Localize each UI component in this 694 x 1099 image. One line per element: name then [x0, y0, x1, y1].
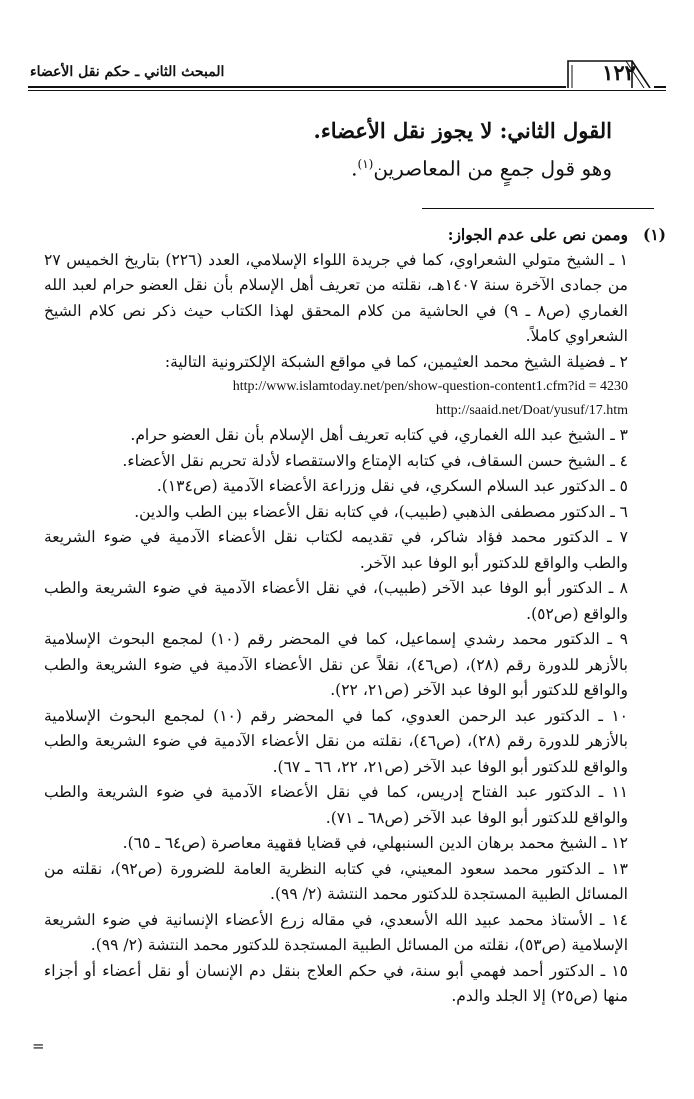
footnote-marker: (١) — [642, 225, 666, 244]
footnote-item-4: ٤ ـ الشيخ حسن السقاف، في كتابه الإمتاع والاستقصاء لأدلة تحريم نقل الأعضاء. — [122, 451, 628, 470]
section-heading: القول الثاني: لا يجوز نقل الأعضاء. — [313, 118, 612, 143]
continuation-mark: = — [32, 1037, 45, 1055]
main-paragraph-end: . — [351, 156, 358, 181]
main-paragraph-text: وهو قول جمعٍ من المعاصرين — [373, 156, 612, 181]
main-paragraph — [40, 148, 612, 185]
footnote-item-2: ٢ ـ فضيلة الشيخ محمد العثيمين، كما في مواقع الشبكة الإلكترونية التالية: — [164, 352, 628, 371]
footnote-url-1[interactable]: http://www.islamtoday.net/pen/show-question-content1.cfm?id = 4230 — [232, 379, 628, 394]
footnote-heading: وممن نص على عدم الجواز: — [447, 225, 628, 244]
footnote-item-13: ١٣ ـ الدكتور محمد سعود المعيني، في كتابه النظرية العامة للضرورة (ص٩٢)، نقلته من المسائل الطبية المستجدة للدكتور محمد النتشة (٢/ ٩٩). — [44, 859, 629, 903]
footnote-item-5: ٥ ـ الدكتور عبد السلام السكري، في نقل وزراعة الأعضاء الآدمية (ص١٣٤). — [156, 477, 628, 495]
footnote-item-6: ٦ ـ الدكتور مصطفى الذهبي (طبيب)، في كتابه نقل الأعضاء بين الطب والدين. — [134, 502, 628, 521]
footnote-separator — [422, 208, 654, 209]
footnote-item-9: ٩ ـ الدكتور محمد رشدي إسماعيل، كما في المحضر رقم (١٠) لمجمع البحوث الإسلامية بالأزهر للدورة رقم (٢٨)، (ص٤٦)، نقلاً عن نقل الأعضاء الآدمية في ضوء الشريعة والطب والواقع للدكتور أبو الوفا عبد الآخر (ص٢١، ٢٢). — [44, 630, 628, 699]
footnote-heading-row — [44, 222, 666, 248]
running-title: المبحث الثاني ـ حكم نقل الأعضاء — [30, 64, 225, 80]
page-number-frame — [566, 58, 654, 88]
footnote-item-10: ١٠ ـ الدكتور عبد الرحمن العدوي، كما في المحضر رقم (١٠) لمجمع البحوث الإسلامية بالأزهر للدورة رقم (٢٨)، (ص٤٦)، نقلته من نقل الأعضاء الآدمية في ضوء الشريعة والطب والواقع للدكتور أبو الوفا عبد الآخر (ص٢١، ٢٢، ٦٦ ـ ٦٧). — [44, 706, 628, 776]
footnote-item-12: ١٢ ـ الشيخ محمد برهان الدين السنبهلي، في قضايا فقهية معاصرة (ص٦٤ ـ ٦٥). — [122, 834, 628, 852]
footnotes — [44, 222, 666, 1010]
footnote-item-14: ١٤ ـ الأستاذ محمد عبيد الله الأسعدي، في مقاله زرع الأعضاء الإنسانية في ضوء الشريعة الإسلامية (ص٥٣)، نقلته من المسائل الطبية المستجدة للدكتور محمد النتشة (٢/ ٩٩). — [44, 910, 628, 954]
footnote-item-3: ٣ ـ الشيخ عبد الله الغماري، في كتابه تعريف أهل الإسلام بأن نقل العضو حرام. — [130, 426, 628, 444]
footnote-item-7: ٧ ـ الدكتور محمد فؤاد شاكر، في تقديمه لكتاب نقل الأعضاء الآدمية في ضوء الشريعة والطب والواقع للدكتور أبو الوفا عبد الآخر. — [44, 528, 628, 572]
footnote-reference[interactable]: (١) — [357, 157, 374, 171]
footnote-url-2[interactable]: http://saaid.net/Doat/yusuf/17.htm — [435, 403, 628, 418]
main-text-block — [40, 116, 612, 185]
footnote-item-8: ٨ ـ الدكتور أبو الوفا عبد الآخر (طبيب)، في نقل الأعضاء الآدمية في ضوء الشريعة والطب والواقع (ص٥٢). — [44, 579, 628, 623]
footnote-item-1: ١ ـ الشيخ متولي الشعراوي، كما في جريدة اللواء الإسلامي، العدد (٢٢٦) بتاريخ الخميس ٢٧ من جمادى الآخرة سنة ١٤٠٧هـ، نقلته من تعريف أهل الإسلام بأن نقل العضو حرام لعبد الله الغماري (ص٨ ـ ٩) في الحاشية من كلام المحقق لهذا الكتاب حيث ذكر نص كلام الشيخ الشعراوي كاملاً. — [44, 250, 628, 345]
footnote-list — [44, 248, 666, 1010]
footnote-item-15: ١٥ ـ الدكتور أحمد فهمي أبو سنة، في حكم العلاج بنقل دم الإنسان أو نقل أعضاء أو أجزاء منها (ص٢٥) إلا الجلد والدم. — [44, 961, 628, 1005]
page-number: ١٢٢ — [602, 60, 636, 85]
footnote-item-11: ١١ ـ الدكتور عبد الفتاح إدريس، كما في نقل الأعضاء الآدمية في ضوء الشريعة والطب والواقع للدكتور أبو الوفا عبد الآخر (ص٦٨ ـ ٧١). — [44, 783, 628, 827]
page-header — [28, 54, 666, 94]
